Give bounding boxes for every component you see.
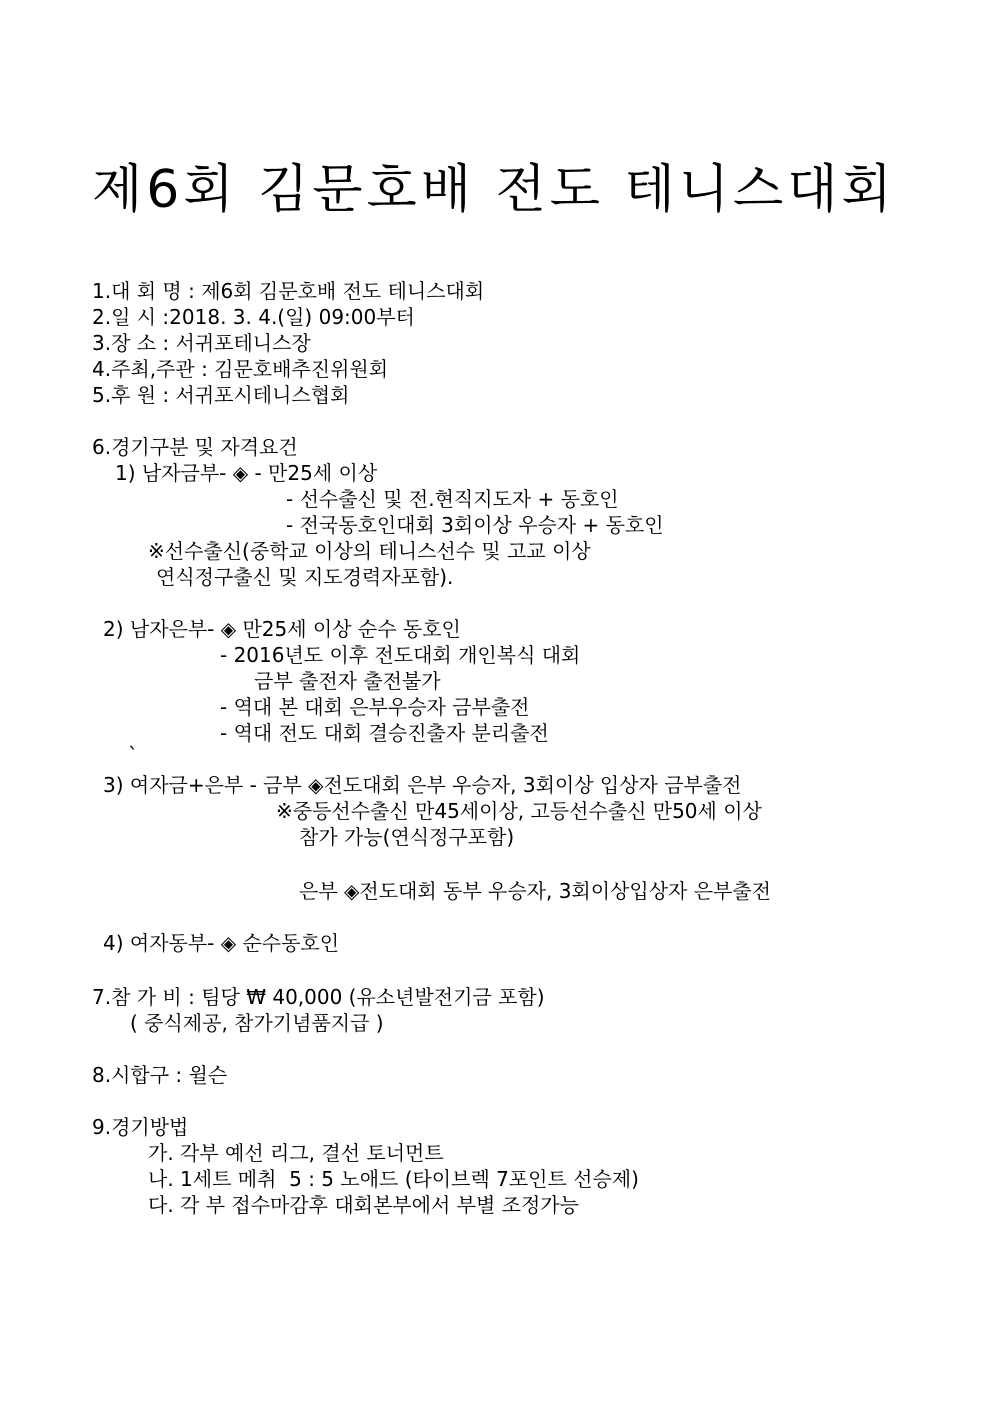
category-men-silver-condition: - 역대 전도 대회 결승진출자 분리출전 [220, 721, 549, 745]
category-women-gold-note: ※중등선수출신 만45세이상, 고등선수출신 만50세 이상 [276, 799, 762, 823]
category-men-gold-condition: - 선수출신 및 전.현직지도자 + 동호인 [286, 487, 619, 511]
category-men-gold: 1) 남자금부- ◈ - 만25세 이상 [115, 461, 378, 485]
category-men-gold-condition: - 전국동호인대회 3회이상 우승자 + 동호인 [286, 513, 664, 537]
match-method-item: 다. 각 부 접수마감후 대회본부에서 부별 조정가능 [148, 1193, 579, 1217]
item-match-ball: 8.시합구 : 윌슨 [92, 1063, 228, 1087]
item-organizer: 4.주최,주관 : 김문호배추진위원회 [92, 357, 389, 381]
section-categories-heading: 6.경기구분 및 자격요건 [92, 435, 298, 459]
item-event-name: 1.대 회 명 : 제6회 김문호배 전도 테니스대회 [92, 279, 485, 303]
category-women-bronze: 4) 여자동부- ◈ 순수동호인 [103, 931, 340, 955]
match-method-item: 가. 각부 예선 리그, 결선 토너먼트 [148, 1141, 444, 1165]
category-men-gold-note: ※선수출신(중학교 이상의 테니스선수 및 고교 이상 [148, 539, 591, 563]
category-men-silver: 2) 남자은부- ◈ 만25세 이상 순수 동호인 [103, 617, 461, 641]
category-women-silver: 은부 ◈전도대회 동부 우승자, 3회이상입상자 은부출전 [299, 879, 771, 903]
section-match-method-heading: 9.경기방법 [92, 1115, 189, 1139]
document-title: 제6회 김문호배 전도 테니스대회 [92, 160, 896, 220]
category-men-silver-condition: - 2016년도 이후 전도대회 개인복식 대회 [220, 643, 581, 667]
match-method-item: 나. 1세트 메취 5 : 5 노애드 (타이브렉 7포인트 선승제) [148, 1167, 639, 1191]
item-date-time: 2.일 시 :2018. 3. 4.(일) 09:00부터 [92, 305, 415, 329]
item-sponsor: 5.후 원 : 서귀포시테니스협회 [92, 383, 350, 407]
item-entry-fee: 7.참 가 비 : 팀당 ₩ 40,000 (유소년발전기금 포함) [92, 985, 545, 1009]
item-venue: 3.장 소 : 서귀포테니스장 [92, 331, 311, 355]
category-men-silver-condition: 금부 출전자 출전불가 [254, 669, 441, 693]
category-men-gold-note: 연식정구출신 및 지도경력자포함). [156, 565, 454, 589]
category-women-gold-note: 참가 가능(연식정구포함) [299, 825, 515, 849]
item-entry-fee-note: ( 중식제공, 참가기념품지급 ) [130, 1011, 384, 1035]
category-women-gold-silver: 3) 여자금+은부 - 금부 ◈전도대회 은부 우승자, 3회이상 입상자 금부출전 [103, 773, 742, 797]
category-men-silver-condition: - 역대 본 대회 은부우승자 금부출전 [220, 695, 530, 719]
stray-mark: ` [128, 743, 138, 767]
